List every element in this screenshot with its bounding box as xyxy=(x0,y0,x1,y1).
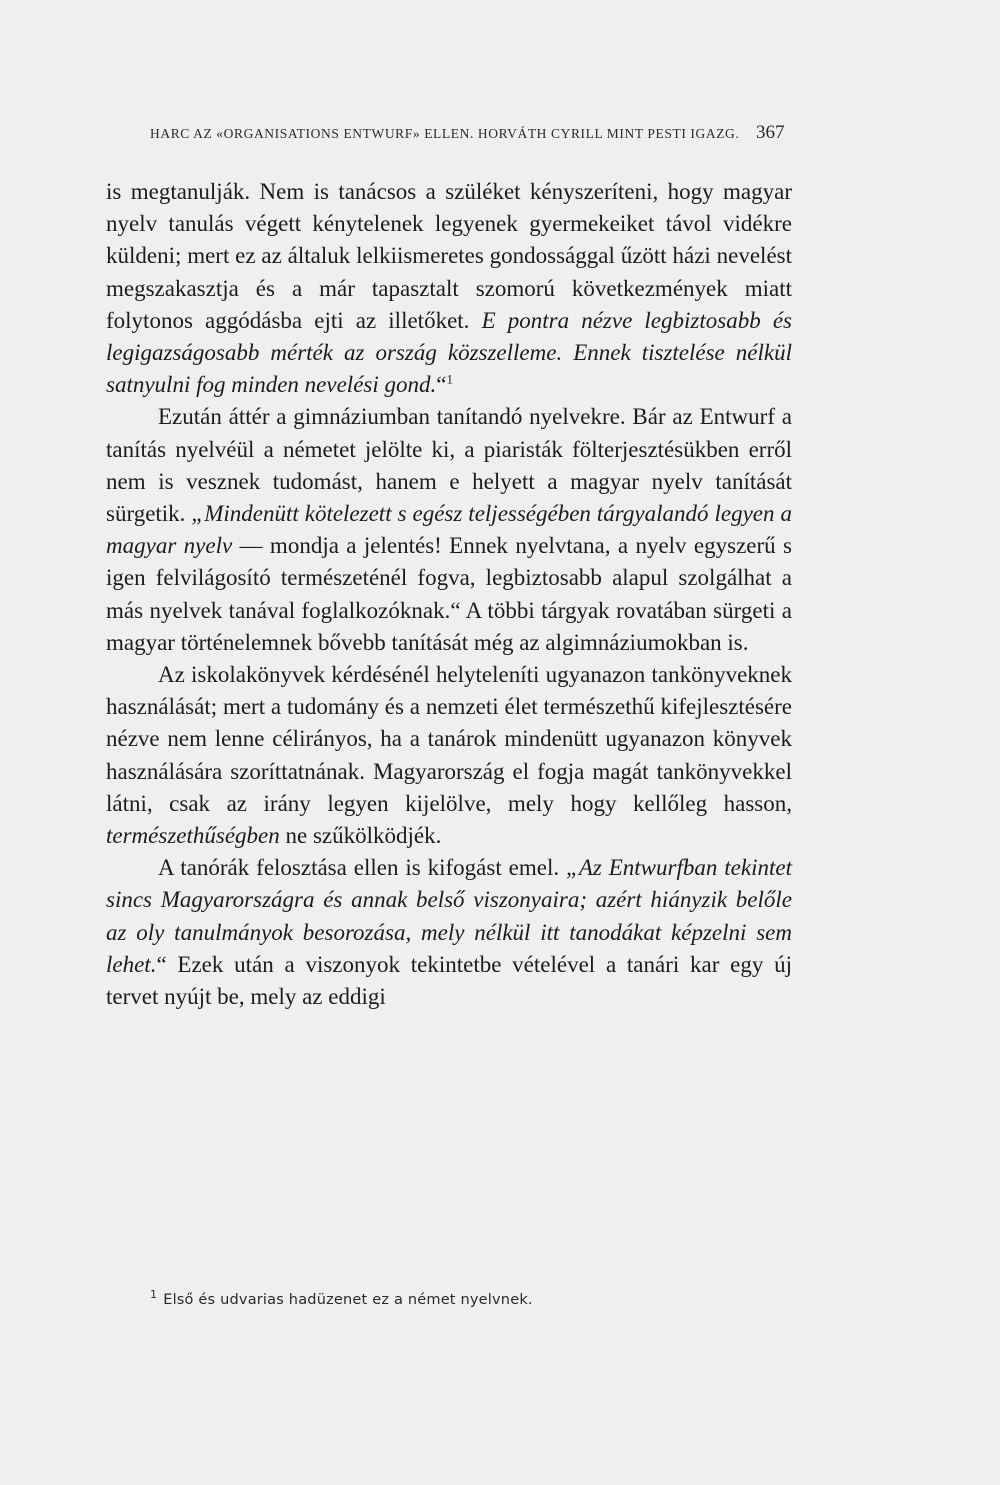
running-head: HARC AZ «ORGANISATIONS ENTWURF» ELLEN. HORVÁTH CYRILL MINT PESTI IGAZG. xyxy=(150,126,740,141)
body-text xyxy=(106,176,792,1013)
italic-span: E pontra nézve legbiztosabb és legigazságosabb mérték az ország közszelleme. Ennek tisztelése nélkül satnyulni fog minden nevelési gond. xyxy=(106,307,793,398)
text-span: “ Ezek után a viszonyok tekintetbe vételével a tanári kar egy új tervet nyújt be, mely az eddigi xyxy=(106,951,792,1010)
footnote-text: Első és udvarias hadüzenet ez a német nyelvnek. xyxy=(163,1292,533,1308)
footnote-mark: 1 xyxy=(150,1288,158,1302)
text-span: — mondja a jelentés! Ennek nyelvtana, a nyelv egyszerű s igen felvilágosító természeténél fogva, legbiztosabb alapul szolgálhat a más nyelvek tanával foglalkozóknak.“ A többi tárgyak rovatában sürgeti a magyar történelemnek bővebb tanítását még az algimnáziumokban is. xyxy=(106,533,792,655)
page-number: 367 xyxy=(756,122,785,143)
text-span: is megtanulják. Nem is tanácsos a szüléket kényszeríteni, hogy magyar nyelv tanulás végett kénytelenek legyenek gyermekeiket távol vidékre küldeni; mert ez az általuk lelkiismeretes gondossággal űzött házi nevelést megszakasztja és a már tapasztalt szomorú következmények miatt folytonos aggódásba ejti az illetőket. xyxy=(106,179,792,333)
footnote-reference: 1 xyxy=(446,371,453,387)
text-span: Az iskolakönyvek kérdésénél helyteleníti ugyanazon tankönyveknek használását; mert a tudomány és a nemzeti élet természethű kifejlesztésére nézve nem lenne célirányos, ha a tanárok mindenütt ugyanazon könyvek használására szoríttatnának. Magyarország el fogja magát tankönyvekkel látni, csak az irány legyen kijelölve, mely hogy kellőleg hasson, xyxy=(106,662,792,816)
text-span: A tanórák felosztása ellen is kifogást emel. xyxy=(158,855,567,881)
footnote xyxy=(150,1288,770,1308)
paragraph-1 xyxy=(106,176,792,401)
text-span: Ezután áttér a gimnáziumban tanítandó nyelvekre. Bár az Entwurf a tanítás nyelvéül a németet jelölte ki, a piaristák fölterjesztésükben erről nem is vesznek tudomást, hanem e helyett a magyar nyelv tanítását sürgetik. xyxy=(106,404,792,527)
text-span: “ xyxy=(436,372,447,398)
italic-span: természethűségben xyxy=(106,823,280,849)
text-span: ne szűkölködjék. xyxy=(279,823,442,849)
paragraph-4 xyxy=(106,852,792,1013)
italic-span: „Mindenütt kötelezett s egész teljességében tárgyalandó legyen a magyar nyelv xyxy=(106,501,792,559)
italic-span: „Az Entwurfban tekintet sincs Magyarországra és annak belső viszonyaira; azért hiányzik belőle az oly tanulmányok besorozása, mely nélkül itt tanodákat képzelni sem lehet. xyxy=(106,855,792,977)
paragraph-3 xyxy=(106,659,792,852)
paragraph-2 xyxy=(106,401,792,659)
